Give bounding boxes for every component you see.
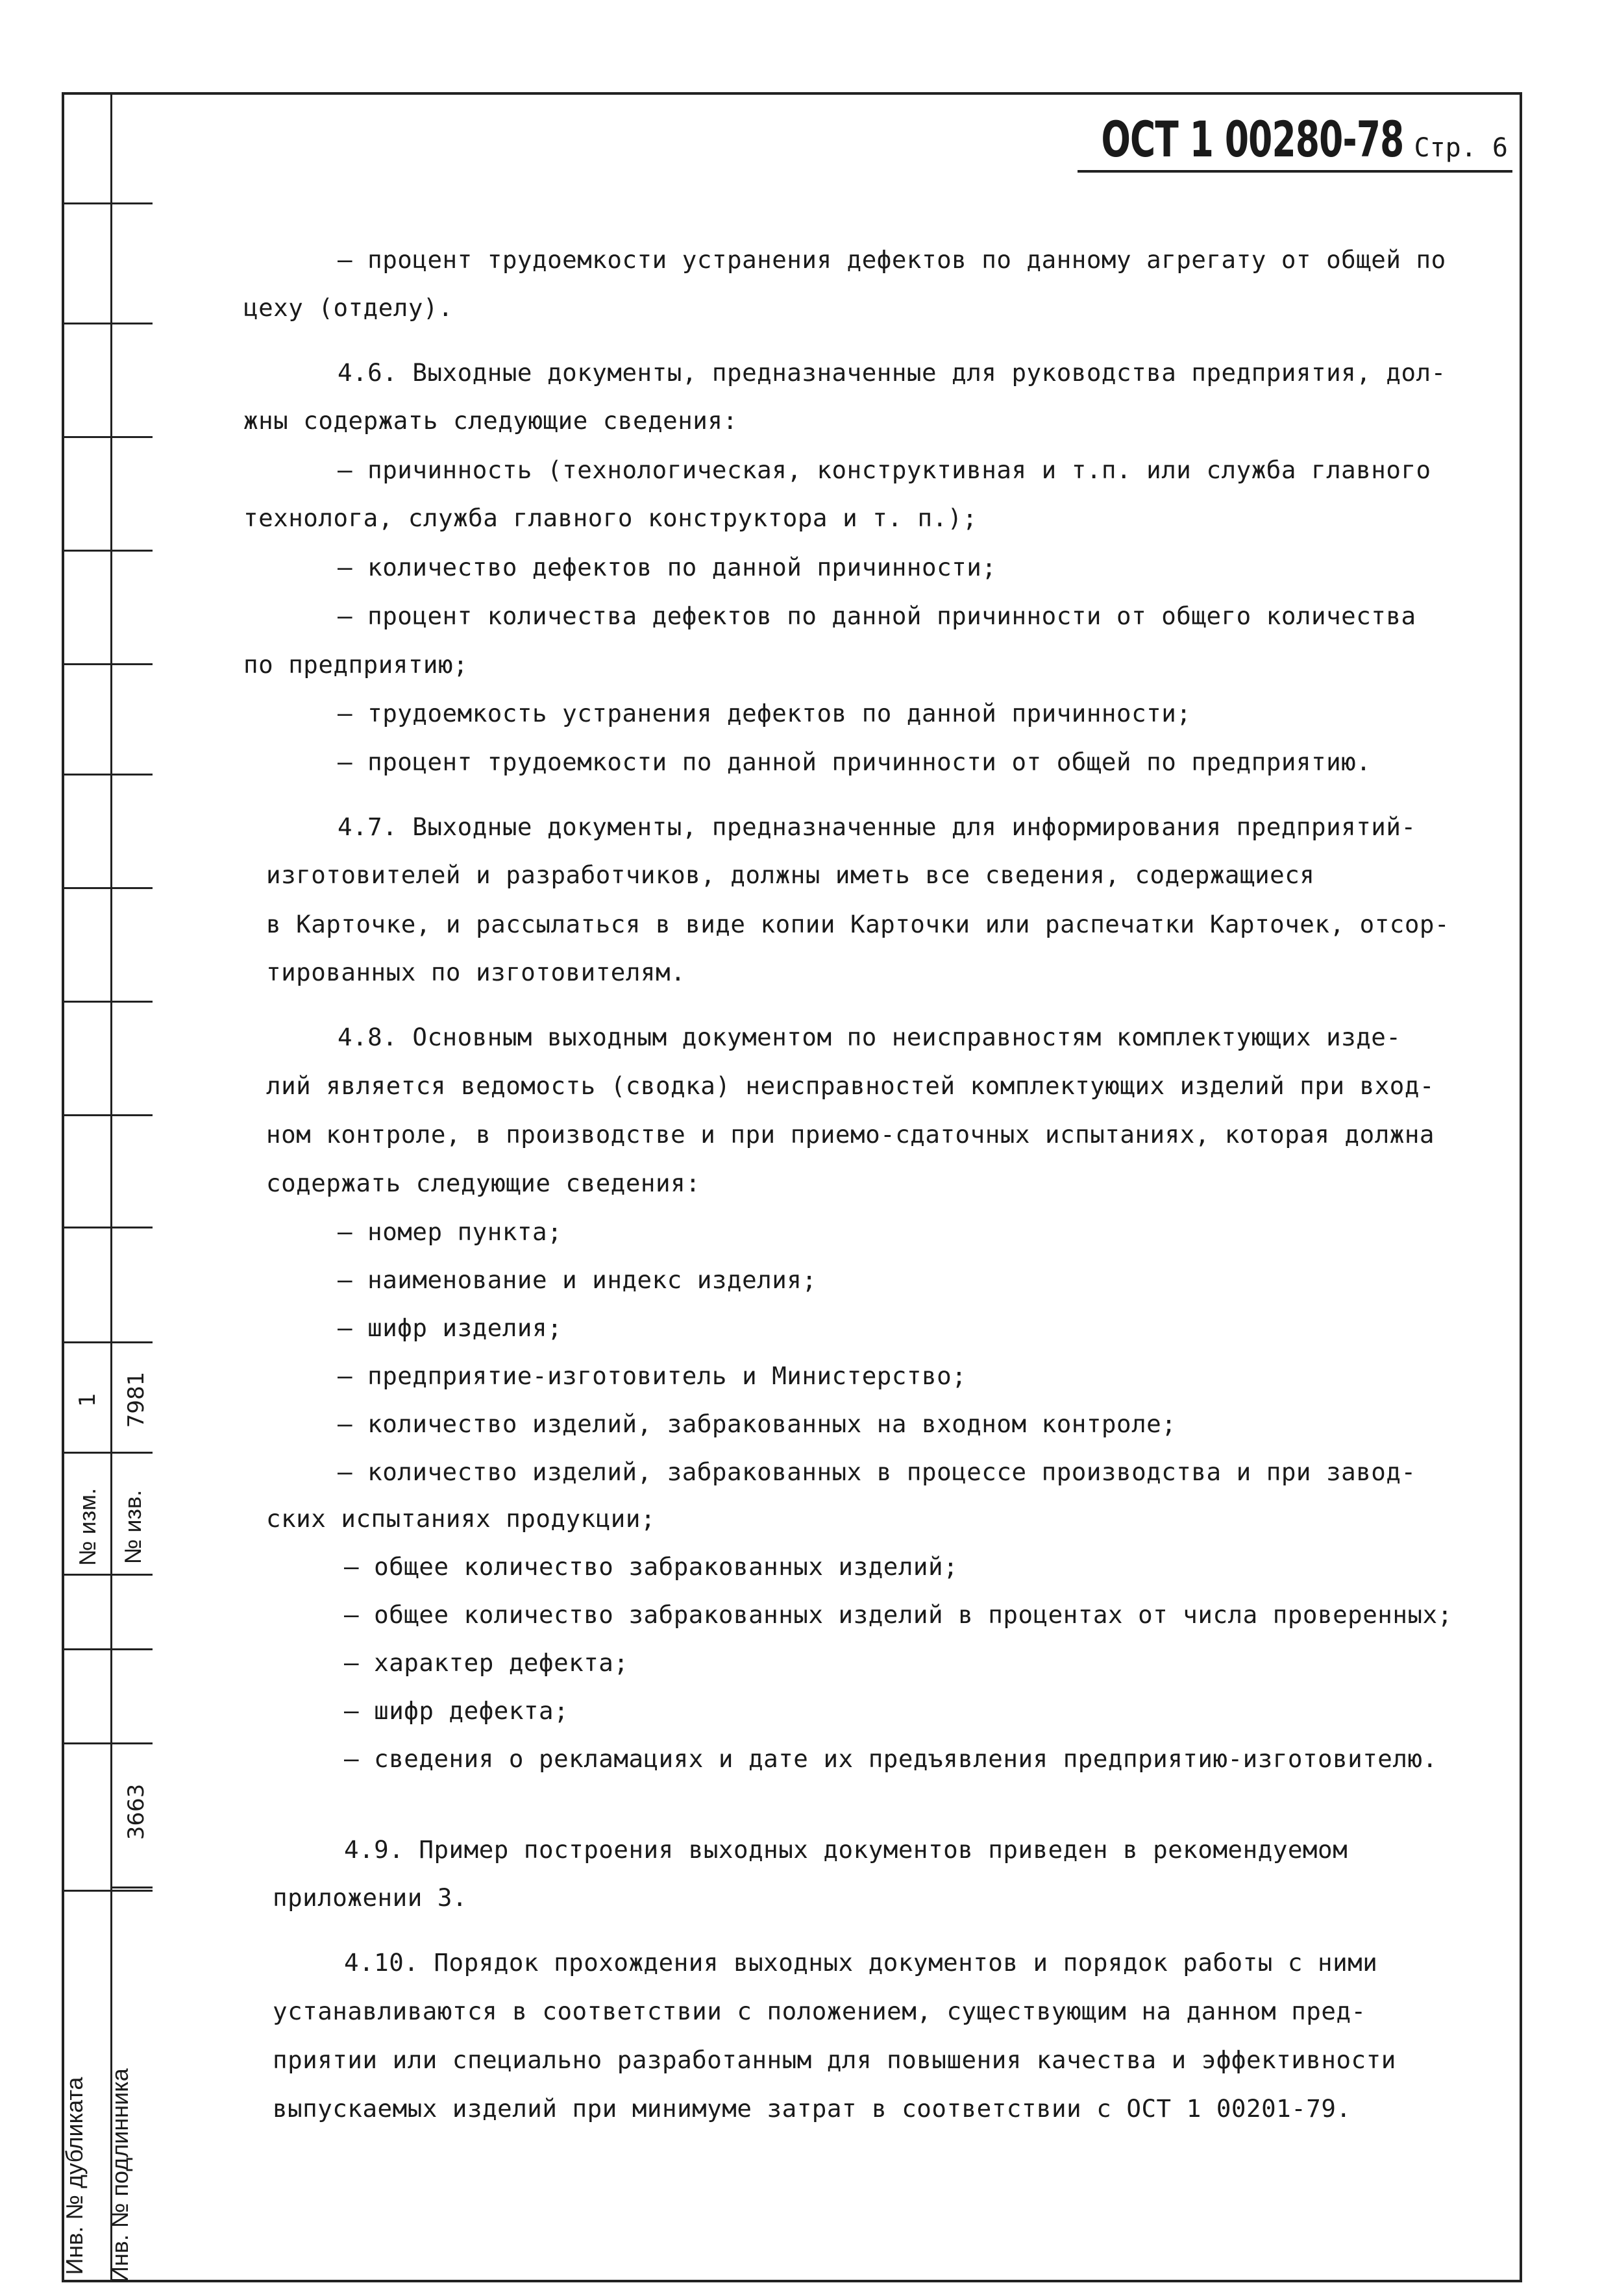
text-line: – процент количества дефектов по данной причинности от общего количества bbox=[338, 602, 1416, 630]
text-line: – шифр дефекта; bbox=[344, 1696, 569, 1725]
stub-rule bbox=[62, 1452, 153, 1454]
stub-rule bbox=[62, 887, 153, 889]
stub-rule bbox=[110, 1887, 153, 1888]
duplicate-inventory-label: Инв. № дубликата bbox=[61, 2077, 88, 2275]
notice-number-label: № изв. bbox=[119, 1489, 146, 1565]
stub-rule bbox=[62, 1742, 153, 1744]
text-line: изготовителей и разработчиков, должны иметь все сведения, содержащиеся bbox=[266, 861, 1315, 889]
text-line: – общее количество забракованных изделий; bbox=[344, 1552, 959, 1581]
text-line: – трудоемкость устранения дефектов по данной причинности; bbox=[338, 699, 1192, 727]
text-line: – общее количество забракованных изделий в процентах от числа проверенных; bbox=[344, 1600, 1453, 1629]
text-line: содержать следующие сведения: bbox=[266, 1169, 701, 1197]
document-header bbox=[1016, 110, 1508, 168]
text-line: лий является ведомость (сводка) неисправностей комплектующих изделий при вход- bbox=[266, 1071, 1435, 1100]
text-line: жны содержать следующие сведения: bbox=[243, 406, 738, 435]
text-line: – номер пункта; bbox=[338, 1217, 563, 1246]
stub-rule bbox=[62, 550, 153, 552]
stub-rule bbox=[62, 774, 153, 776]
stub-rule bbox=[62, 1890, 153, 1892]
stub-rule bbox=[62, 1341, 153, 1343]
stub-rule bbox=[62, 1114, 153, 1116]
stub-rule bbox=[62, 323, 153, 324]
text-line: – количество изделий, забракованных на входном контроле; bbox=[338, 1410, 1177, 1438]
text-line: технолога, служба главного конструктора и т. п.); bbox=[243, 504, 978, 532]
text-line: в Карточке, и рассылаться в виде копии Карточки или распечатки Карточек, отсор- bbox=[266, 910, 1450, 938]
original-inventory-number: 3663 bbox=[123, 1783, 149, 1840]
header-underline bbox=[1078, 170, 1512, 173]
stub-divider bbox=[110, 92, 112, 2282]
text-line: – характер дефекта; bbox=[344, 1648, 629, 1677]
text-line: – сведения о рекламациях и дате их предъявления предприятию-изготовителю. bbox=[344, 1744, 1438, 1773]
text-line: 4.9. Пример построения выходных документов приведен в рекомендуемом bbox=[344, 1835, 1348, 1864]
text-line: ских испытаниях продукции; bbox=[266, 1504, 656, 1533]
change-number: 1 bbox=[75, 1393, 101, 1407]
text-line: тированных по изготовителям. bbox=[266, 958, 686, 986]
text-line: – количество дефектов по данной причинности; bbox=[338, 553, 997, 581]
text-line: – причинность (технологическая, конструктивная и т.п. или служба главного bbox=[338, 456, 1431, 484]
text-line: – процент трудоемкости устранения дефектов по данному агрегату от общей по bbox=[338, 245, 1446, 274]
text-line: ном контроле, в производстве и при приемо-сдаточных испытаниях, которая должна bbox=[266, 1120, 1435, 1149]
document-code: ОСТ 1 00280-78 bbox=[1101, 110, 1404, 168]
stub-rule bbox=[62, 1227, 153, 1228]
text-line: 4.10. Порядок прохождения выходных документов и порядок работы с ними bbox=[344, 1948, 1378, 1977]
change-number-label: № изм. bbox=[74, 1488, 101, 1566]
stub-rule bbox=[62, 1574, 153, 1576]
text-line: цеху (отделу). bbox=[243, 293, 454, 322]
page-number: Стр. 6 bbox=[1414, 133, 1508, 163]
stub-rule bbox=[62, 1001, 153, 1003]
stub-rule bbox=[62, 1648, 153, 1650]
text-line: по предприятию; bbox=[243, 650, 469, 679]
text-line: – количество изделий, забракованных в процессе производства и при завод- bbox=[338, 1458, 1416, 1486]
text-line: приложении 3. bbox=[273, 1883, 467, 1912]
stub-rule bbox=[62, 202, 153, 204]
text-line: 4.6. Выходные документы, предназначенные для руководства предприятия, дол- bbox=[338, 358, 1446, 387]
text-line: 4.8. Основным выходным документом по неисправностям комплектующих изде- bbox=[338, 1023, 1401, 1051]
text-line: 4.7. Выходные документы, предназначенные для информирования предприятий- bbox=[338, 812, 1416, 841]
left-stub-table bbox=[62, 92, 153, 2282]
text-line: выпускаемых изделий при минимуме затрат в соответствии с ОСТ 1 00201-79. bbox=[273, 2094, 1351, 2123]
text-line: – шифр изделия; bbox=[338, 1313, 563, 1342]
stub-rule bbox=[62, 663, 153, 665]
original-inventory-label: Инв. № подлинника bbox=[106, 2068, 133, 2283]
text-line: приятии или специально разработанным для повышения качества и эффективности bbox=[273, 2046, 1396, 2074]
notice-number: 7981 bbox=[123, 1371, 149, 1428]
text-line: – процент трудоемкости по данной причинности от общей по предприятию. bbox=[338, 748, 1372, 776]
text-line: – наименование и индекс изделия; bbox=[338, 1265, 817, 1294]
text-line: – предприятие-изготовитель и Министерство; bbox=[338, 1362, 967, 1390]
stub-rule bbox=[62, 436, 153, 438]
text-line: устанавливаются в соответствии с положением, существующим на данном пред- bbox=[273, 1997, 1366, 2025]
